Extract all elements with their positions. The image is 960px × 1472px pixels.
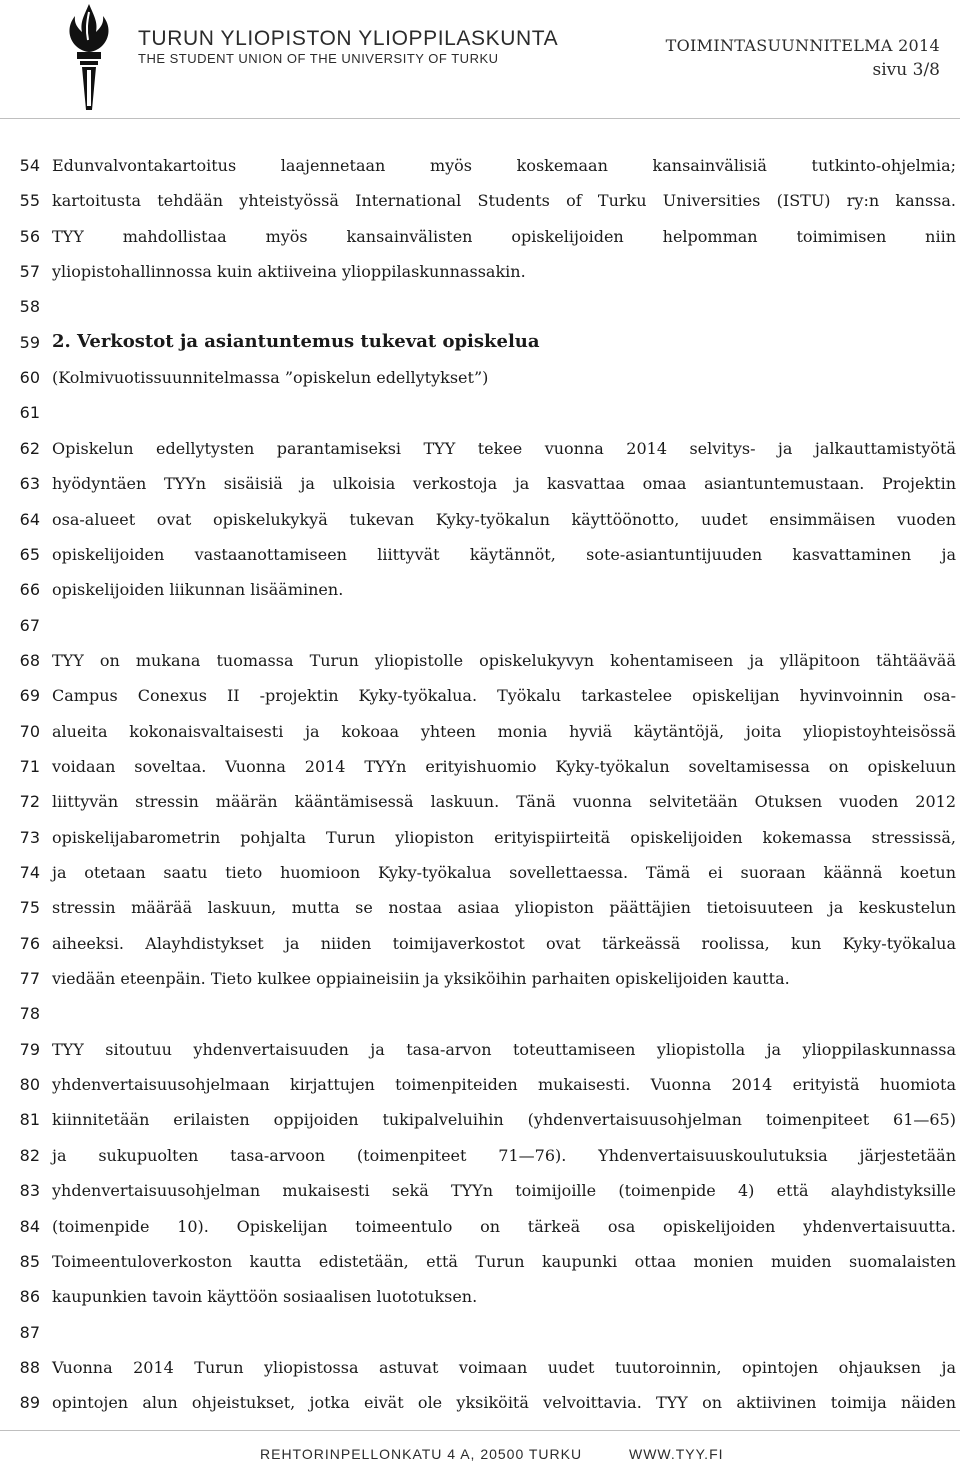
text-line: TYY sitoutuu yhdenvertaisuuden ja tasa-arvon toteuttamiseen yliopistolla ja ylioppilaskunnassa — [52, 1040, 956, 1059]
organization-name — [138, 28, 558, 67]
text-line: (Kolmivuotissuunnitelmassa ”opiskelun edellytykset”) — [52, 368, 489, 387]
text-line: kartoitusta tehdään yhteistyössä International Students of Turku Universities (ISTU) ry:n kanssa. — [52, 191, 956, 210]
text-line: Toimeentuloverkoston kautta edistetään, että Turun kaupunki ottaa monien muiden suomalaisten — [52, 1252, 956, 1271]
line-number: 81 — [19, 1110, 40, 1129]
text-line: kaupunkien tavoin käyttöön sosiaalisen luototuksen. — [52, 1287, 478, 1306]
footer-address: REHTORINPELLONKATU 4 A, 20500 TURKU — [260, 1446, 583, 1462]
line-number: 79 — [19, 1040, 40, 1059]
text-line: yliopistohallinnossa kuin aktiiveina ylioppilaskunnassakin. — [52, 262, 526, 281]
text-line: liittyvän stressin määrän kääntämisessä laskuun. Tänä vuonna selvitetään Otuksen vuoden 2012 — [52, 792, 956, 811]
line-number: 84 — [19, 1217, 40, 1236]
line-number: 76 — [19, 934, 40, 953]
line-number: 80 — [19, 1075, 40, 1094]
line-number: 88 — [19, 1358, 40, 1377]
text-line: alueita kokonaisvaltaisesti ja kokoaa yhteen monia hyviä käytäntöjä, joita yliopistoyhteisössä — [52, 722, 956, 741]
line-number: 67 — [19, 616, 40, 635]
text-line: osa-alueet ovat opiskelukykyä tukevan Kyky-työkalun käyttöönotto, uudet ensimmäisen vuoden — [52, 510, 956, 529]
line-number: 63 — [19, 474, 40, 493]
line-number: 68 — [19, 651, 40, 670]
line-number: 83 — [19, 1181, 40, 1200]
line-number: 73 — [19, 828, 40, 847]
line-number: 61 — [19, 403, 40, 422]
text-line: kiinnitetään erilaisten oppijoiden tukipalveluihin (yhdenvertaisuusohjelman toimenpiteet 61—65) — [52, 1110, 956, 1129]
text-line: hyödyntäen TYYn sisäisiä ja ulkoisia verkostoja ja kasvattaa omaa asiantuntemustaan. Projektin — [52, 474, 956, 493]
text-line: opiskelijabarometrin pohjalta Turun yliopiston erityispiirteitä opiskelijoiden kokemassa stressissä, — [52, 828, 956, 847]
line-number: 66 — [19, 580, 40, 599]
line-number: 62 — [19, 439, 40, 458]
org-name-fi: TURUN YLIOPISTON YLIOPPILASKUNTA — [138, 27, 559, 50]
line-number: 64 — [19, 510, 40, 529]
text-line: (toimenpide 10). Opiskelijan toimeentulo on tärkeä osa opiskelijoiden yhdenvertaisuutta. — [52, 1217, 956, 1236]
line-number: 65 — [19, 545, 40, 564]
text-line: opiskelijoiden liikunnan lisääminen. — [52, 580, 344, 599]
text-line: yhdenvertaisuusohjelman mukaisesti sekä TYYn toimijoille (toimenpide 4) että alayhdistyksille — [52, 1181, 956, 1200]
line-number: 87 — [19, 1323, 40, 1342]
line-number: 78 — [19, 1004, 40, 1023]
page-header — [0, 0, 960, 120]
text-line: Edunvalvontakartoitus laajennetaan myös koskemaan kansainvälisiä tutkinto-ohjelmia; — [52, 156, 956, 175]
document-title: TOIMINTASUUNNITELMA 2014 — [665, 36, 940, 55]
line-number: 74 — [19, 863, 40, 882]
text-line: stressin määrää laskuun, mutta se nostaa asiaa yliopiston päättäjien tietoisuuteen ja keskustelun — [52, 898, 956, 917]
line-number: 75 — [19, 898, 40, 917]
torch-emblem-icon — [58, 2, 120, 112]
line-number: 89 — [19, 1393, 40, 1412]
page-number: sivu 3/8 — [872, 60, 940, 80]
line-number: 72 — [19, 792, 40, 811]
footer-website: WWW.TYY.FI — [629, 1446, 724, 1462]
text-line: Campus Conexus II -projektin Kyky-työkalua. Työkalu tarkastelee opiskelijan hyvinvoinnin osa- — [52, 686, 956, 705]
text-line: TYY mahdollistaa myös kansainvälisten opiskelijoiden helpomman toimimisen niin — [52, 227, 956, 246]
text-line: ja sukupuolten tasa-arvoon (toimenpiteet 71—76). Yhdenvertaisuuskoulutuksia järjestetään — [52, 1146, 956, 1165]
line-number: 59 — [19, 333, 40, 352]
footer-divider — [0, 1430, 960, 1431]
line-number: 58 — [19, 297, 40, 316]
text-line: voidaan soveltaa. Vuonna 2014 TYYn erityishuomio Kyky-työkalun soveltamisessa on opiskeluun — [52, 757, 956, 776]
text-line: opintojen alun ohjeistukset, jotka eivät ole yksiköitä velvoittavia. TYY on aktiivinen toimija näiden — [52, 1393, 956, 1412]
line-number: 55 — [19, 191, 40, 210]
section-heading: 2. Verkostot ja asiantuntemus tukevat opiskelua — [52, 331, 540, 352]
text-line: ja otetaan saatu tieto huomioon Kyky-työkalua sovellettaessa. Tämä ei suoraan käännä koetun — [52, 863, 956, 882]
line-number: 71 — [19, 757, 40, 776]
line-number: 60 — [19, 368, 40, 387]
text-line: aiheeksi. Alayhdistykset ja niiden toimijaverkostot ovat tärkeässä roolissa, kun Kyky-työkalua — [52, 934, 956, 953]
page-footer — [260, 1446, 960, 1462]
line-number: 54 — [19, 156, 40, 175]
line-number: 57 — [19, 262, 40, 281]
text-line: yhdenvertaisuusohjelmaan kirjattujen toimenpiteiden mukaisesti. Vuonna 2014 erityistä huomiota — [52, 1075, 956, 1094]
line-number: 77 — [19, 969, 40, 988]
text-line: Vuonna 2014 Turun yliopistossa astuvat voimaan uudet tuutoroinnin, opintojen ohjauksen ja — [52, 1358, 956, 1377]
line-number: 85 — [19, 1252, 40, 1271]
line-number: 70 — [19, 722, 40, 741]
line-number: 86 — [19, 1287, 40, 1306]
line-number: 82 — [19, 1146, 40, 1165]
org-name-en: THE STUDENT UNION OF THE UNIVERSITY OF TURKU — [138, 51, 499, 66]
line-number: 56 — [19, 227, 40, 246]
header-divider — [0, 118, 960, 119]
text-line: opiskelijoiden vastaanottamiseen liittyvät käytännöt, sote-asiantuntijuuden kasvattaminen ja — [52, 545, 956, 564]
text-line: TYY on mukana tuomassa Turun yliopistolle opiskelukyvyn kohentamiseen ja ylläpitoon tähtäävää — [52, 651, 956, 670]
text-line: Opiskelun edellytysten parantamiseksi TYY tekee vuonna 2014 selvitys- ja jalkauttamistyötä — [52, 439, 956, 458]
line-number: 69 — [19, 686, 40, 705]
text-line: viedään eteenpäin. Tieto kulkee oppiaineisiin ja yksiköihin parhaiten opiskelijoiden kautta. — [52, 969, 790, 988]
